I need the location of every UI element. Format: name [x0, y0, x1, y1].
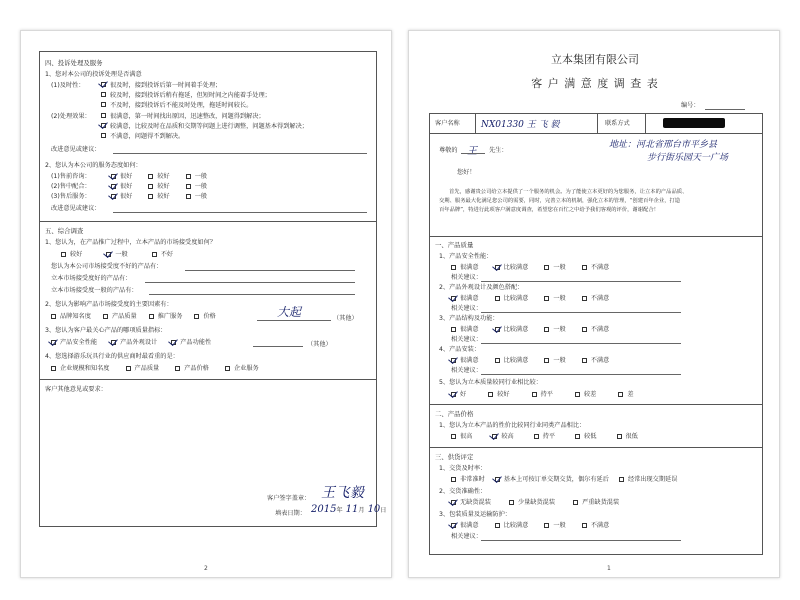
checkbox[interactable]	[451, 477, 456, 482]
option-price[interactable]: 价格	[194, 313, 215, 320]
date-day: 10	[367, 504, 381, 515]
checkbox-checked[interactable]	[451, 500, 456, 505]
suggestion-line[interactable]	[481, 540, 681, 541]
option-good[interactable]: 较好	[148, 183, 169, 190]
checkbox-checked[interactable]	[451, 358, 456, 363]
handwritten-address-1: 地址：河北省邢台市平乡县	[609, 140, 718, 150]
option-very-satisfied[interactable]: 很满意	[451, 295, 479, 302]
fill-date	[311, 504, 386, 515]
greeting-dear: 尊敬的	[439, 147, 458, 154]
checkbox[interactable]	[534, 434, 539, 439]
option-satisfied[interactable]: 比较满意	[495, 326, 529, 333]
factors-options	[51, 313, 216, 320]
section2-title: 二、产品价格	[435, 410, 474, 418]
option-on-time[interactable]: 非常准时	[451, 476, 485, 483]
checkbox-checked[interactable]	[495, 265, 500, 270]
factors-other-label: （其他）	[333, 315, 358, 322]
packaging-question: 3、包装质量及运输防护：	[439, 511, 511, 518]
option-very-good[interactable]: 很好	[111, 193, 132, 200]
intro-line-2: 交期、服务最大化满足您公司的需要，同时，完善立本的机制，强化立本的管理，“创建百年企业，打造	[439, 198, 681, 204]
checkbox[interactable]	[532, 392, 537, 397]
column-divider	[645, 113, 646, 133]
structure-options	[451, 326, 609, 333]
option-satisfied[interactable]: 比较满意	[495, 357, 529, 364]
option-appearance[interactable]: 产品外观设计	[111, 339, 157, 346]
quality-compare-question: 5、您认为立本质量较同行业相比较：	[439, 379, 542, 386]
checkbox[interactable]	[103, 314, 108, 319]
suggestion-line[interactable]	[481, 374, 681, 375]
suggestion-label: 相关建议：	[451, 336, 482, 343]
checkbox[interactable]	[495, 523, 500, 528]
header-row-divider	[429, 133, 763, 134]
complaint-question: 1、您对本公司的投诉处理是否满意	[45, 71, 142, 78]
date-label: 填表日期：	[275, 510, 306, 517]
checkbox[interactable]	[149, 314, 154, 319]
date-year: 2015	[311, 504, 337, 515]
greeting-name: 王	[467, 146, 477, 157]
option-average[interactable]: 一般	[106, 251, 127, 258]
checkbox[interactable]	[617, 434, 622, 439]
checkbox[interactable]	[575, 434, 580, 439]
option-no-shortage[interactable]: 无缺货混装	[451, 499, 491, 506]
checkbox-checked[interactable]	[111, 340, 116, 345]
quality-other-line[interactable]	[253, 346, 303, 347]
checkbox[interactable]	[575, 392, 580, 397]
option-mostly-on-time[interactable]: 基本上可按订单交期交货，偶尔有延后	[495, 476, 609, 483]
option-unsatisfied[interactable]: 不满意	[582, 264, 610, 271]
intro-line-1: 首先，感谢贵公司给立本提供了一个服务的机会。为了能使立本更好的为您服务，让立本的产品品质、	[449, 189, 688, 195]
checkbox[interactable]	[582, 523, 587, 528]
option-better[interactable]: 较好	[488, 391, 509, 398]
option-average[interactable]: 一般	[544, 357, 565, 364]
customer-name-value[interactable]: NX01330 王 飞 毅	[481, 120, 560, 130]
unpopular-products-line[interactable]	[185, 270, 355, 271]
checkbox[interactable]	[509, 500, 514, 505]
handwritten-address-2: 步行街乐园天一广场	[647, 153, 729, 163]
option-brand[interactable]: 品牌知名度	[51, 313, 91, 320]
effect-label: (2)处理效果：	[51, 113, 91, 120]
checkbox[interactable]	[544, 358, 549, 363]
option-unsatisfied[interactable]: 不满意	[582, 522, 610, 529]
checkbox[interactable]	[126, 366, 131, 371]
factors-question: 2、您认为影响产品市场接受度的主要因素有：	[45, 301, 173, 308]
option-very-satisfied[interactable]: 很满意	[451, 522, 479, 529]
price-question: 1、您认为立本产品的性价比较同行业同类产品相比：	[439, 422, 586, 429]
checkbox[interactable]	[148, 194, 153, 199]
option-quality[interactable]: 产品质量	[126, 365, 160, 372]
option-unsatisfied[interactable]: 不满意	[582, 357, 610, 364]
suggestion-label: 相关建议：	[451, 533, 482, 540]
option-scale[interactable]: 企业规模和知名度	[51, 365, 110, 372]
checkbox[interactable]	[148, 174, 153, 179]
year-unit: 年	[336, 507, 343, 514]
checkbox[interactable]	[101, 113, 106, 118]
checkbox[interactable]	[51, 366, 56, 371]
number-label: 编号：	[681, 102, 700, 109]
option-service[interactable]: 企业服务	[225, 365, 259, 372]
hello-text: 您好！	[457, 169, 476, 176]
effect-option-3[interactable]: 不满意，问题得不到解决。	[101, 133, 184, 140]
factors-other-line[interactable]	[257, 320, 331, 321]
intro-line-3: 百年品牌”，特进行此项客户满意度调查，希望您在百忙之中给予我们客观的评价，谢谢配合！	[439, 207, 659, 213]
presale-label: (1)售前咨询：	[51, 173, 91, 180]
timeliness-option-1[interactable]: 很及时，接到投诉后第一时间着手处理；	[101, 82, 221, 89]
contact-label: 联系方式	[605, 120, 630, 127]
supplier-question: 4、您选择游乐玩具行业的供应商时最看重的是：	[45, 353, 179, 360]
checkbox-checked[interactable]	[451, 523, 456, 528]
checkbox[interactable]	[495, 296, 500, 301]
checkbox[interactable]	[582, 296, 587, 301]
market-acceptance-options	[61, 251, 173, 258]
checkbox[interactable]	[194, 314, 199, 319]
checkbox-checked[interactable]	[451, 296, 456, 301]
quality-index-question: 3、您认为客户最关心产品的哪项质量指标：	[45, 327, 167, 334]
option-price[interactable]: 产品价格	[175, 365, 209, 372]
checkbox-checked[interactable]	[106, 252, 111, 257]
section3-title: 三、供货评定	[435, 453, 474, 461]
supplier-options	[51, 365, 259, 372]
delivery-accuracy-question: 2、交货准确性：	[439, 488, 487, 495]
page-number: 1	[607, 565, 611, 572]
checkbox-checked[interactable]	[51, 340, 56, 345]
checkbox[interactable]	[451, 265, 456, 270]
customer-signature: 王 飞 毅	[321, 485, 362, 501]
option-good[interactable]: 较好	[148, 193, 169, 200]
quality-index-options	[51, 339, 211, 346]
section-divider	[39, 379, 377, 380]
form-title: 客 户 满 意 度 调 查 表	[531, 77, 659, 90]
safety-options	[451, 264, 609, 271]
option-very-satisfied[interactable]: 很满意	[451, 326, 479, 333]
checkbox[interactable]	[61, 252, 66, 257]
checkbox[interactable]	[101, 92, 106, 97]
option-high[interactable]: 较高	[492, 433, 513, 440]
timeliness-option-2[interactable]: 较及时，接到投诉后稍有拖延，但短时间之内能着手处理；	[101, 92, 271, 99]
option-low[interactable]: 较低	[575, 433, 596, 440]
presale-row	[51, 173, 207, 180]
section-divider	[429, 447, 763, 448]
greeting-name-line	[461, 153, 485, 154]
section-divider	[429, 404, 763, 405]
structure-question: 3、产品结构及功能：	[439, 315, 499, 322]
effect-option-2[interactable]: 较满意，比较及时在品质和交期等问题上进行调整，问题基本得到解决；	[101, 123, 308, 130]
checkbox-checked[interactable]	[111, 194, 116, 199]
page-number: 2	[204, 565, 208, 572]
column-divider	[475, 113, 476, 133]
checkbox[interactable]	[544, 296, 549, 301]
popular-products-line[interactable]	[145, 282, 355, 283]
checkbox-checked[interactable]	[492, 434, 497, 439]
customer-name-label: 客户名称	[435, 120, 460, 127]
service-attitude-question: 2、您认为本公司的服务态度如何：	[45, 162, 142, 169]
option-quality[interactable]: 产品质量	[103, 313, 137, 320]
checkbox[interactable]	[582, 327, 587, 332]
checkbox-checked[interactable]	[495, 327, 500, 332]
number-line[interactable]	[705, 109, 745, 110]
option-average[interactable]: 一般	[186, 183, 207, 190]
insale-label: (2)售中配合：	[51, 183, 91, 190]
checkbox-checked[interactable]	[101, 123, 106, 128]
suggestion-label: 相关建议：	[451, 367, 482, 374]
option-very-good[interactable]: 很好	[111, 183, 132, 190]
checkbox[interactable]	[619, 477, 624, 482]
market-acceptance-question: 1、您认为，在产品推广过程中，立本产品的市场接受度如何？	[45, 239, 216, 246]
option-satisfied[interactable]: 比较满意	[495, 295, 529, 302]
suggestion-line[interactable]	[481, 343, 681, 344]
checkbox[interactable]	[573, 500, 578, 505]
option-very-high[interactable]: 很高	[451, 433, 472, 440]
checkbox[interactable]	[582, 358, 587, 363]
unpopular-products-label: 您认为本公司市场接受度不好的产品有：	[51, 263, 163, 270]
checkbox[interactable]	[544, 327, 549, 332]
option-average[interactable]: 一般	[544, 295, 565, 302]
checkbox-checked[interactable]	[111, 184, 116, 189]
option-unsatisfied[interactable]: 不满意	[582, 295, 610, 302]
checkbox-checked[interactable]	[101, 82, 106, 87]
checkbox[interactable]	[225, 366, 230, 371]
option-equal[interactable]: 持平	[534, 433, 555, 440]
aftersale-label: (3)售后服务：	[51, 193, 91, 200]
option-satisfied[interactable]: 比较满意	[495, 264, 529, 271]
option-major-shortage[interactable]: 严重缺货混装	[573, 499, 619, 506]
delivery-time-options	[451, 476, 677, 483]
checkbox[interactable]	[186, 174, 191, 179]
option-promotion[interactable]: 推广服务	[149, 313, 183, 320]
delivery-accuracy-options	[451, 499, 619, 506]
checkbox[interactable]	[495, 358, 500, 363]
suggestion-label: 相关建议：	[451, 274, 482, 281]
option-unsatisfied[interactable]: 不满意	[582, 326, 610, 333]
company-name: 立本集团有限公司	[551, 53, 639, 66]
option-good[interactable]: 较好	[148, 173, 169, 180]
checkbox-checked[interactable]	[495, 477, 500, 482]
advice-line-2[interactable]	[113, 212, 367, 213]
checkbox[interactable]	[186, 194, 191, 199]
checkbox[interactable]	[544, 523, 549, 528]
checkbox[interactable]	[186, 184, 191, 189]
day-unit: 日	[380, 507, 387, 514]
average-products-line[interactable]	[149, 294, 355, 295]
option-average[interactable]: 一般	[186, 193, 207, 200]
column-divider	[597, 113, 598, 133]
option-equal[interactable]: 持平	[532, 391, 553, 398]
option-very-good[interactable]: 很好	[111, 173, 132, 180]
checkbox[interactable]	[152, 252, 157, 257]
section-divider	[429, 236, 763, 237]
checkbox[interactable]	[582, 265, 587, 270]
aftersale-row	[51, 193, 207, 200]
redacted-contact	[663, 118, 725, 128]
insale-row	[51, 183, 207, 190]
appearance-options	[451, 295, 609, 302]
signature-label: 客户签字盖章：	[267, 495, 311, 502]
timeliness-label: (1)及时性：	[51, 82, 85, 89]
option-very-low[interactable]: 很低	[617, 433, 638, 440]
delivery-time-question: 1、交货及时率：	[439, 465, 487, 472]
checkbox[interactable]	[451, 434, 456, 439]
packaging-options	[451, 522, 609, 529]
checkbox[interactable]	[618, 392, 623, 397]
effect-option-1[interactable]: 很满意，第一时间找出原因，迅速整改，问题得到解决；	[101, 113, 265, 120]
timeliness-option-3[interactable]: 不及时，接到投诉后不能及时处理，拖延时间较长。	[101, 102, 252, 109]
option-average[interactable]: 一般	[544, 522, 565, 529]
checkbox[interactable]	[488, 392, 493, 397]
option-better[interactable]: 较好	[61, 251, 82, 258]
survey-page-1	[408, 30, 780, 578]
installation-question: 4、产品安装：	[439, 346, 481, 353]
quality-other-label: （其他）	[307, 341, 332, 348]
popular-products-label: 立本市场接受度好的产品有：	[51, 275, 132, 282]
suggestion-line[interactable]	[481, 281, 681, 282]
option-bad[interactable]: 不好	[152, 251, 173, 258]
suggestion-label: 相关建议：	[451, 305, 482, 312]
checkbox[interactable]	[148, 184, 153, 189]
greeting-title: 先生：	[489, 147, 508, 154]
date-month: 11	[345, 504, 359, 515]
other-opinions-label: 客户其他意见或要求：	[45, 386, 107, 393]
section1-title: 一、产品质量	[435, 241, 474, 249]
option-satisfied[interactable]: 比较满意	[495, 522, 529, 529]
average-products-label: 立本市场接受度一般的产品有：	[51, 287, 138, 294]
checkbox-checked[interactable]	[451, 392, 456, 397]
safety-question: 1、产品安全性能：	[439, 253, 493, 260]
checkbox[interactable]	[175, 366, 180, 371]
option-very-satisfied[interactable]: 很满意	[451, 264, 479, 271]
survey-page-2	[20, 30, 392, 578]
checkbox[interactable]	[451, 327, 456, 332]
month-unit: 月	[358, 507, 365, 514]
section5-title: 五、综合调查	[45, 227, 84, 235]
option-minor-shortage[interactable]: 少量缺货混装	[509, 499, 555, 506]
option-bad[interactable]: 差	[618, 391, 633, 398]
option-function[interactable]: 产品功能性	[171, 339, 211, 346]
option-average[interactable]: 一般	[544, 264, 565, 271]
section4-title: 四、投诉处理及服务	[45, 59, 103, 67]
checkbox-checked[interactable]	[111, 174, 116, 179]
advice-line[interactable]	[113, 153, 367, 154]
checkbox[interactable]	[51, 314, 56, 319]
option-often-late[interactable]: 经常出现交期延误	[619, 476, 678, 483]
checkbox[interactable]	[101, 102, 106, 107]
checkbox-checked[interactable]	[171, 340, 176, 345]
advice-label-2: 改进意见或建议：	[51, 205, 101, 212]
option-worse[interactable]: 较差	[575, 391, 596, 398]
section-divider	[39, 221, 377, 222]
installation-options	[451, 357, 609, 364]
suggestion-line[interactable]	[481, 312, 681, 313]
option-good[interactable]: 好	[451, 391, 466, 398]
checkbox[interactable]	[101, 133, 106, 138]
checkbox[interactable]	[544, 265, 549, 270]
option-average[interactable]: 一般	[544, 326, 565, 333]
price-options	[451, 433, 638, 440]
advice-label: 改进意见或建议：	[51, 146, 101, 153]
option-very-satisfied[interactable]: 很满意	[451, 357, 479, 364]
factors-handwritten: 大起	[277, 305, 302, 319]
option-safety[interactable]: 产品安全性能	[51, 339, 97, 346]
option-average[interactable]: 一般	[186, 173, 207, 180]
appearance-question: 2、产品外观设计及颜色搭配：	[439, 284, 524, 291]
quality-compare-options	[451, 391, 634, 398]
